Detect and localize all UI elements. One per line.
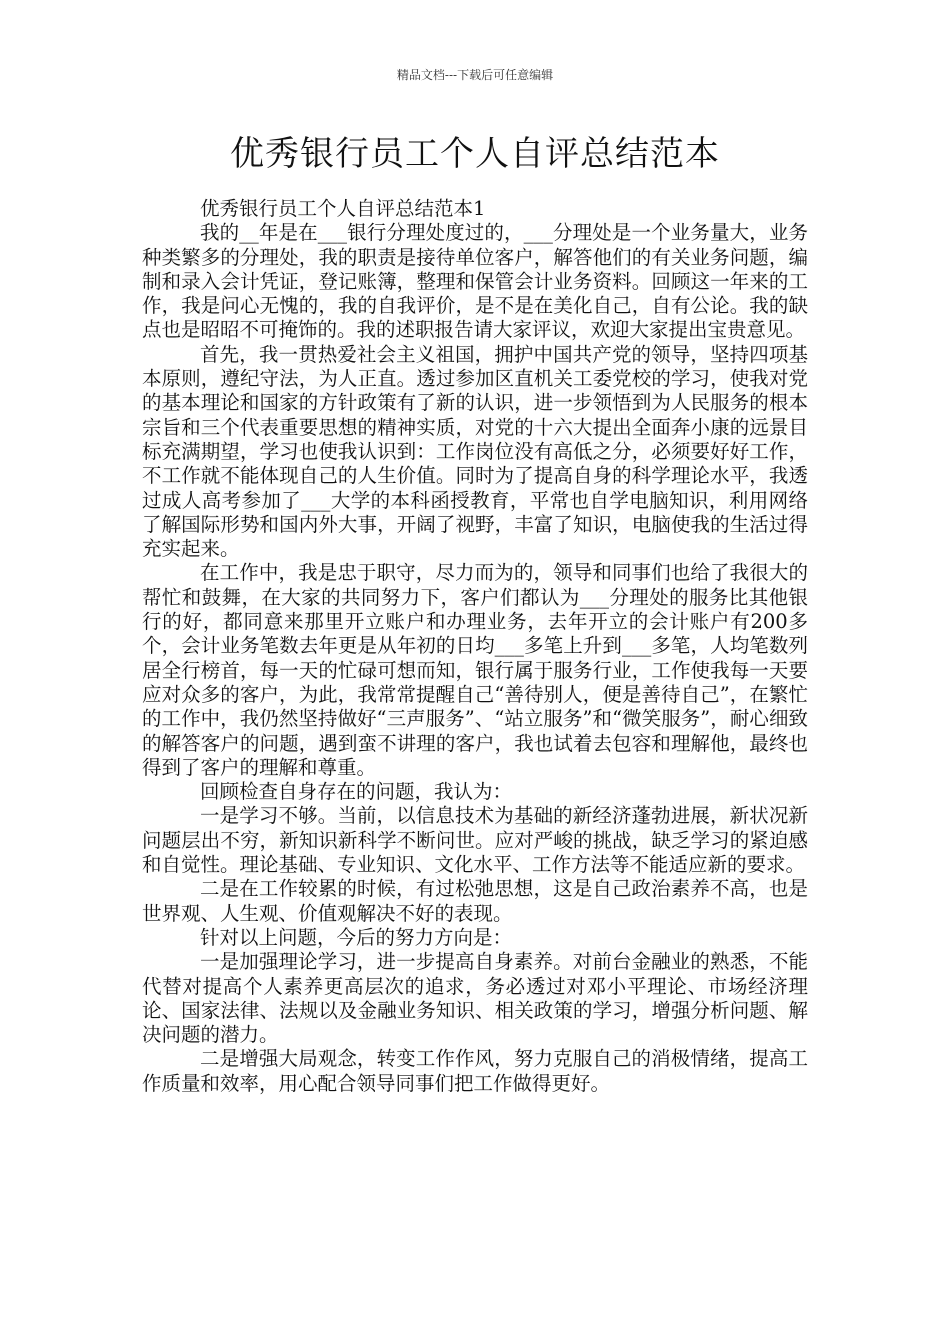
page-title: 优秀银行员工个人自评总结范本 (230, 134, 720, 174)
paragraph-3: 在工作中，我是忠于职守，尽力而为的，领导和同事们也给了我很大的帮忙和鼓舞，在大家的共同努力下，客户们都认为___分理处的服务比其他银行的好，都同意来那里开立账户和办理业务，去年开立的会计账户有200多个，会计业务笔数去年更是从年初的日均___多笔上升到___多笔，人均笔数列居全行榜首，每一天的忙碌可想而知，银行属于服务行业，工作使我每一天要应对众多的客户，为此，我常常提醒自己“善待别人，便是善待自己”，在繁忙的工作中，我仍然坚持做好“三声服务”、“站立服务”和“微笑服务”，耐心细致的解答客户的问题，遇到蛮不讲理的客户，我也试着去包容和理解他，最终也得到了客户的理解和尊重。 (142, 561, 808, 779)
paragraph-5: 一是学习不够。当前，以信息技术为基础的新经济蓬勃进展，新状况新问题层出不穷，新知识新科学不断问世。应对严峻的挑战，缺乏学习的紧迫感和自觉性。理论基础、专业知识、文化水平、工作方法等不能适应新的要求。 (142, 804, 808, 877)
paragraph-9: 二是增强大局观念，转变工作作风，努力克服自己的消极情绪，提高工作质量和效率，用心配合领导同事们把工作做得更好。 (142, 1047, 808, 1095)
paragraph-2: 首先，我一贯热爱社会主义祖国，拥护中国共产党的领导，坚持四项基本原则，遵纪守法，为人正直。透过参加区直机关工委党校的学习，使我对党的基本理论和国家的方针政策有了新的认识，进一步领悟到为人民服务的根本宗旨和三个代表重要思想的精神实质，对党的十六大提出全面奔小康的远景目标充满期望，学习也使我认识到：工作岗位没有高低之分，必须要好好工作，不工作就不能体现自己的人生价值。同时为了提高自身的科学理论水平，我透过成人高考参加了___大学的本科函授教育，平常也自学电脑知识，利用网络了解国际形势和国内外大事，开阔了视野，丰富了知识，电脑使我的生活过得充实起来。 (142, 342, 808, 561)
document-body (142, 197, 808, 1096)
paragraph-4: 回顾检查自身存在的问题，我认为： (200, 780, 513, 804)
paragraph-6: 二是在工作较累的时候，有过松弛思想，这是自己政治素养不高，也是世界观、人生观、价值观解决不好的表现。 (142, 877, 808, 925)
paragraph-7: 针对以上问题，今后的努力方向是： (200, 925, 513, 949)
header-note: 精品文档---下载后可任意编辑 (396, 68, 554, 82)
paragraph-8: 一是加强理论学习，进一步提高自身素养。对前台金融业的熟悉，不能代替对提高个人素养更高层次的追求，务必透过对邓小平理论、市场经济理论、国家法律、法规以及金融业务知识、相关政策的学习，增强分析问题、解决问题的潜力。 (142, 950, 808, 1047)
paragraph-1: 我的__年是在___银行分理处度过的，___分理处是一个业务量大，业务种类繁多的分理处，我的职责是接待单位客户，解答他们的有关业务问题，编制和录入会计凭证，登记账簿，整理和保管会计业务资料。回顾这一年来的工作，我是问心无愧的，我的自我评价，是不是在美化自己，自有公论。我的缺点也是昭昭不可掩饰的。我的述职报告请大家评议，欢迎大家提出宝贵意见。 (142, 221, 808, 342)
paragraph-subtitle: 优秀银行员工个人自评总结范本1 (200, 197, 486, 220)
